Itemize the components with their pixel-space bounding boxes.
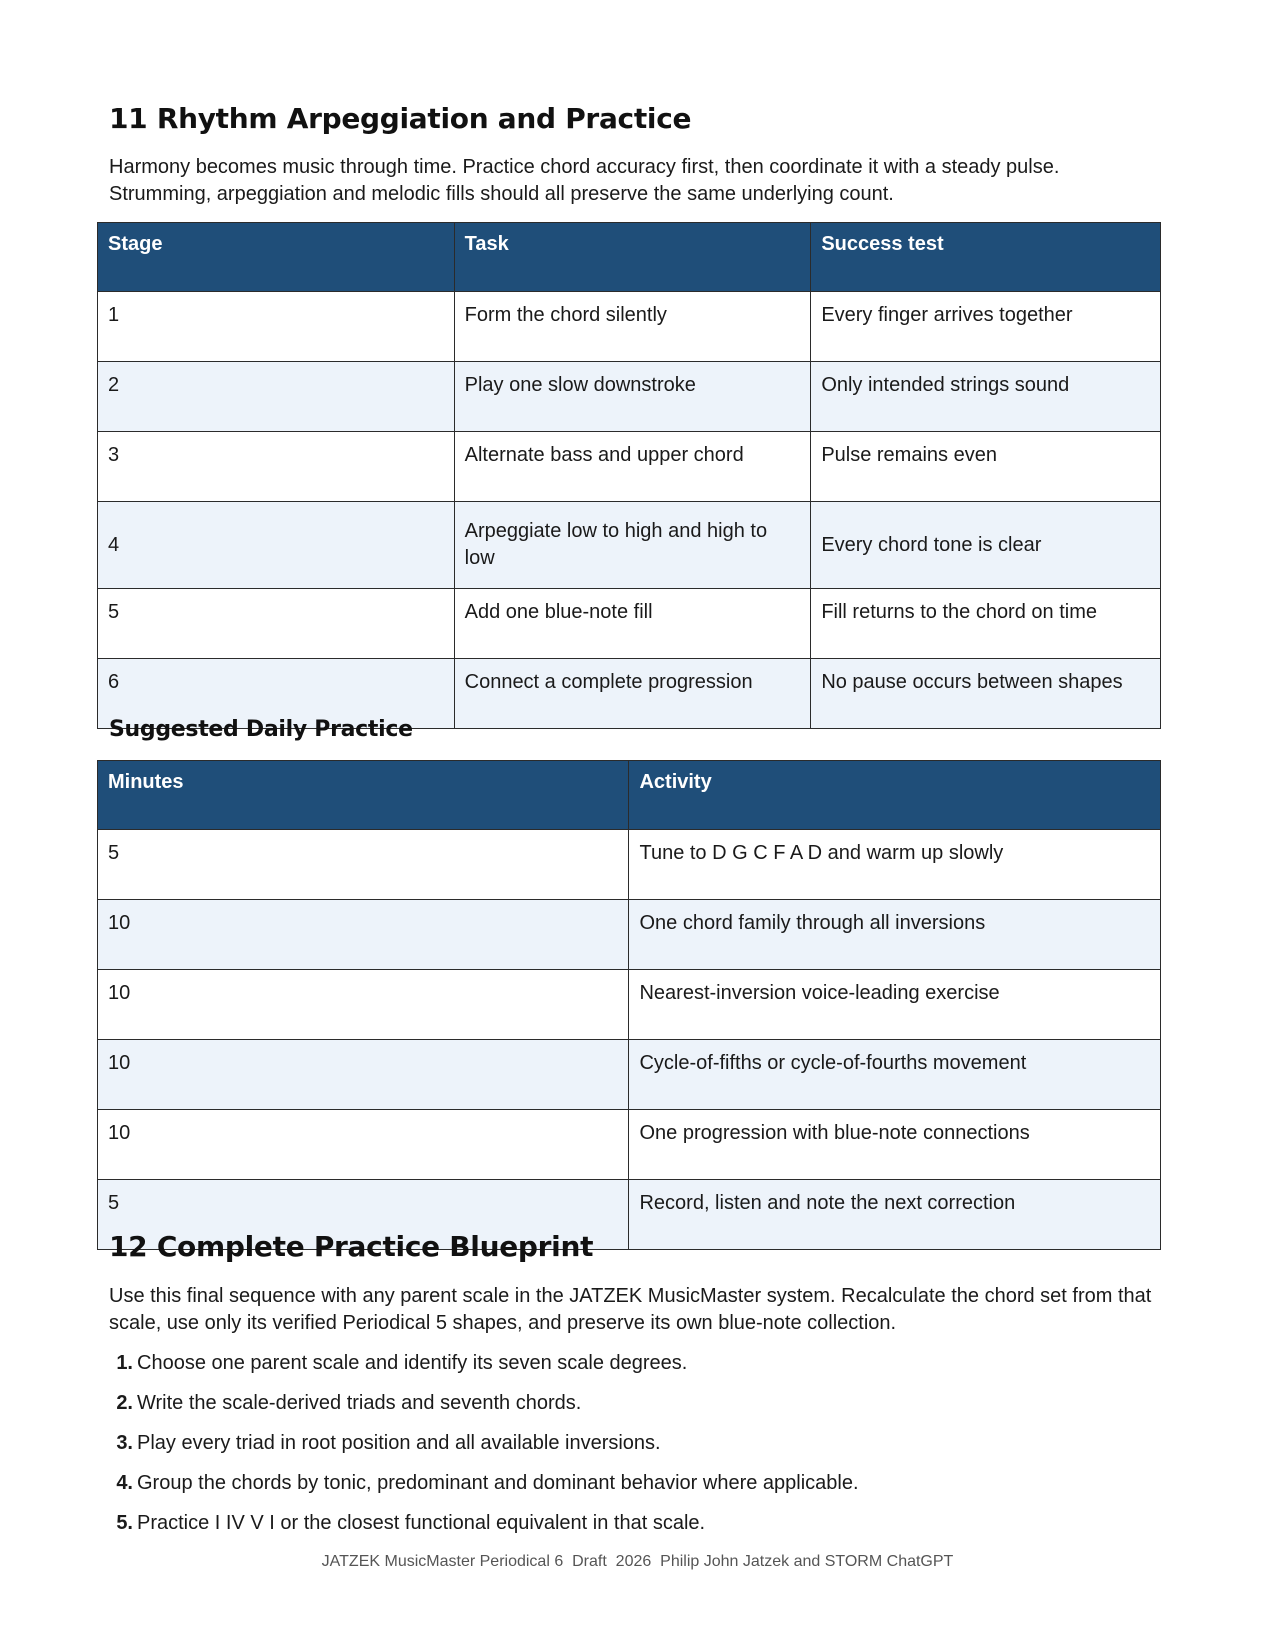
list-item — [109, 1390, 859, 1430]
minutes-cell: 10 — [98, 900, 629, 970]
task-cell: Connect a complete progression — [454, 659, 811, 729]
step-text: Group the chords by tonic, predominant and dominant behavior where applicable. — [137, 1472, 859, 1494]
daily-table-header — [98, 761, 1161, 830]
header-success-test: Success test — [811, 223, 1161, 292]
minutes-cell: 10 — [98, 1040, 629, 1110]
stage-cell: 3 — [98, 432, 455, 502]
step-text: Write the scale-derived triads and seventh chords. — [137, 1392, 582, 1414]
minutes-cell: 10 — [98, 970, 629, 1040]
task-cell: Form the chord silently — [454, 292, 811, 362]
success-cell: Pulse remains even — [811, 432, 1161, 502]
activity-cell: One progression with blue-note connections — [629, 1110, 1161, 1180]
stage-cell: 5 — [98, 589, 455, 659]
stage-cell: 6 — [98, 659, 455, 729]
success-cell: Fill returns to the chord on time — [811, 589, 1161, 659]
stage-cell: 1 — [98, 292, 455, 362]
table-row — [98, 1040, 1161, 1110]
step-text: Choose one parent scale and identify its seven scale degrees. — [137, 1352, 688, 1374]
minutes-cell: 5 — [98, 1180, 629, 1250]
table-row — [98, 1110, 1161, 1180]
blueprint-steps — [109, 1350, 859, 1550]
activity-cell: Tune to D G C F A D and warm up slowly — [629, 830, 1161, 900]
activity-cell: Cycle-of-fifths or cycle-of-fourths movement — [629, 1040, 1161, 1110]
stage-table-header — [98, 223, 1161, 292]
step-text: Play every triad in root position and all available inversions. — [137, 1432, 661, 1454]
table-row — [98, 830, 1161, 900]
step-number: 5. — [116, 1512, 133, 1534]
section-12-heading: 12 Complete Practice Blueprint — [109, 1230, 594, 1263]
activity-cell: Nearest-inversion voice-leading exercise — [629, 970, 1161, 1040]
step-number: 2. — [116, 1392, 133, 1414]
minutes-cell: 10 — [98, 1110, 629, 1180]
success-cell: Only intended strings sound — [811, 362, 1161, 432]
stage-cell: 4 — [98, 502, 455, 589]
header-stage: Stage — [98, 223, 455, 292]
table-row — [98, 900, 1161, 970]
activity-cell: Record, listen and note the next correction — [629, 1180, 1161, 1250]
activity-cell: One chord family through all inversions — [629, 900, 1161, 970]
section-12-intro: Use this final sequence with any parent scale in the JATZEK MusicMaster system. Recalculate the chord set from that scale, use only its verified Periodical 5 shapes, and preserve its own blue-note collection. — [109, 1285, 1152, 1334]
section-11-heading: 11 Rhythm Arpeggiation and Practice — [109, 102, 692, 135]
task-cell: Alternate bass and upper chord — [454, 432, 811, 502]
step-number: 4. — [116, 1472, 133, 1494]
table-row — [98, 432, 1161, 502]
step-number: 3. — [116, 1432, 133, 1454]
header-task: Task — [454, 223, 811, 292]
section-11-intro: Harmony becomes music through time. Practice chord accuracy first, then coordinate it with a steady pulse. Strumming, arpeggiation and melodic fills should all preserve the same underlying count. — [109, 156, 1060, 205]
table-row — [98, 502, 1161, 589]
page-footer: JATZEK MusicMaster Periodical 6 Draft 2026 Philip John Jatzek and STORM ChatGPT — [321, 1553, 954, 1570]
table-row — [98, 362, 1161, 432]
task-cell: Play one slow downstroke — [454, 362, 811, 432]
list-item — [109, 1510, 859, 1550]
step-number: 1. — [116, 1352, 133, 1374]
success-cell: Every chord tone is clear — [811, 502, 1161, 589]
table-row — [98, 589, 1161, 659]
stage-cell: 2 — [98, 362, 455, 432]
success-cell: Every finger arrives together — [811, 292, 1161, 362]
step-text: Practice I IV V I or the closest functional equivalent in that scale. — [137, 1512, 706, 1534]
task-cell: Arpeggiate low to high and high to low — [454, 502, 811, 589]
minutes-cell: 5 — [98, 830, 629, 900]
list-item — [109, 1350, 859, 1390]
list-item — [109, 1470, 859, 1510]
table-row — [98, 292, 1161, 362]
task-cell: Add one blue-note fill — [454, 589, 811, 659]
success-cell: No pause occurs between shapes — [811, 659, 1161, 729]
table-row — [98, 970, 1161, 1040]
daily-practice-table — [97, 760, 1161, 1250]
list-item — [109, 1430, 859, 1470]
stage-table — [97, 222, 1161, 729]
header-minutes: Minutes — [98, 761, 629, 830]
daily-practice-heading: Suggested Daily Practice — [109, 717, 413, 742]
header-activity: Activity — [629, 761, 1161, 830]
